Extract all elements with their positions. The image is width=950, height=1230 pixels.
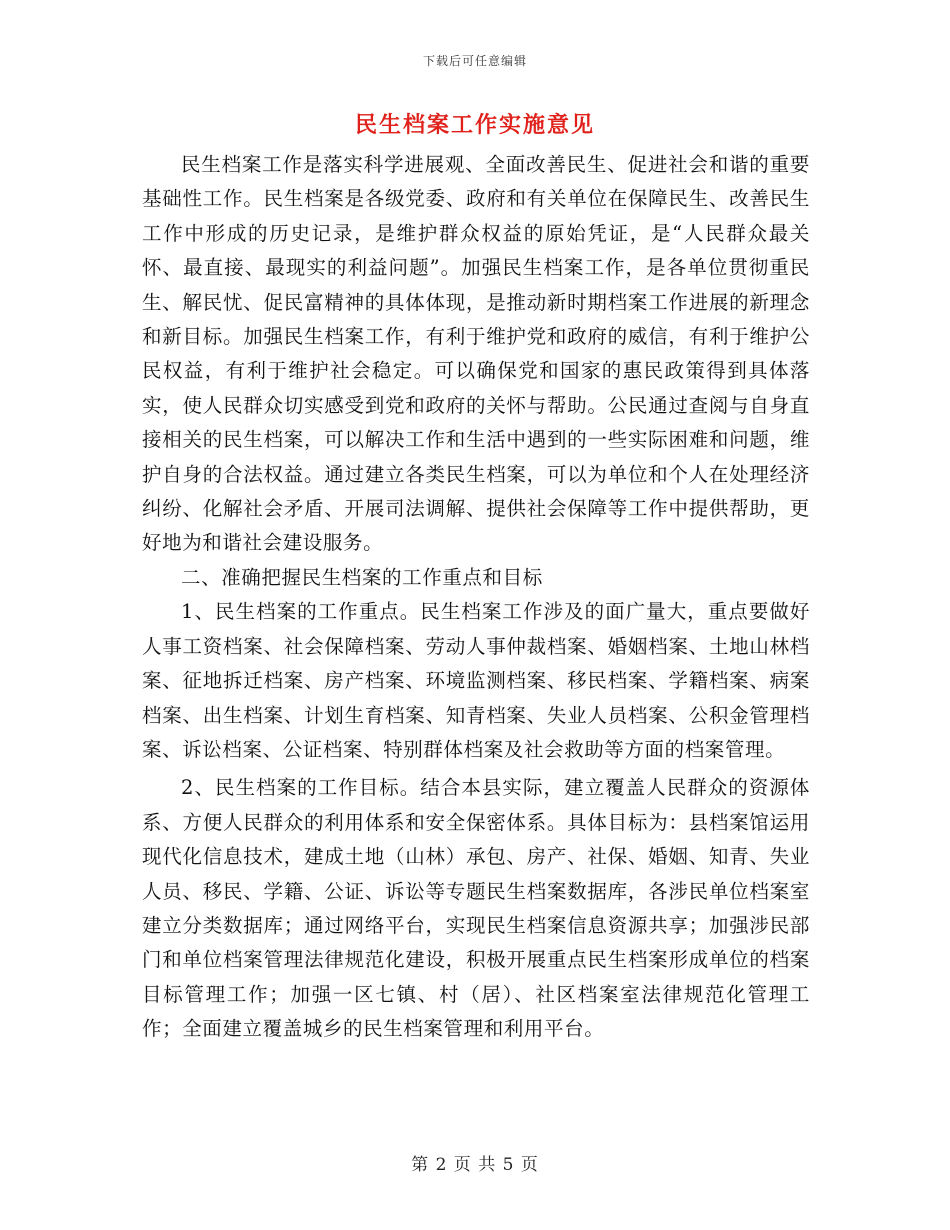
document-title: 民生档案工作实施意见 bbox=[354, 112, 595, 138]
page-number-footer: 第 2 页 共 5 页 bbox=[411, 1155, 539, 1175]
header-note: 下载后可任意编辑 bbox=[422, 54, 527, 68]
paragraph-work-goals: 2、民生档案的工作目标。结合本县实际，建立覆盖人民群众的资源体系、方便人民群众的利用体系和安全保密体系。具体目标为：县档案馆运用现代化信息技术，建成土地（山林）承包、房产、社保、婚姻、知青、失业人员、移民、学籍、公证、诉讼等专题民生档案数据库，各涉民单位档案室建立分类数据库；通过网络平台，实现民生档案信息资源共享；加强涉民部门和单位档案管理法律规范化建设，积极开展重点民生档案形成单位的档案目标管理工作；加强一区七镇、村（居）、社区档案室法律规范化管理工作；全面建立覆盖城乡的民生档案管理和利用平台。 bbox=[142, 776, 810, 1041]
section-heading: 二、准确把握民生档案的工作重点和目标 bbox=[181, 565, 543, 589]
paragraph-work-focus: 1、民生档案的工作重点。民生档案工作涉及的面广量大，重点要做好人事工资档案、社会保障档案、劳动人事仲裁档案、婚姻档案、土地山林档案、征地拆迁档案、房产档案、环境监测档案、移民档案、学籍档案、病案档案、出生档案、计划生育档案、知青档案、失业人员档案、公积金管理档案、诉讼档案、公证档案、特别群体档案及社会救助等方面的档案管理。 bbox=[142, 600, 810, 761]
document-body bbox=[142, 148, 810, 1047]
paragraph-intro: 民生档案工作是落实科学进展观、全面改善民生、促进社会和谐的重要基础性工作。民生档案是各级党委、政府和有关单位在保障民生、改善民生工作中形成的历史记录，是维护群众权益的原始凭证，是“人民群众最关怀、最直接、最现实的利益问题”。加强民生档案工作，是各单位贯彻重民生、解民忧、促民富精神的具体体现，是推动新时期档案工作进展的新理念和新目标。加强民生档案工作，有利于维护党和政府的威信，有利于维护公民权益，有利于维护社会稳定。可以确保党和国家的惠民政策得到具体落实，使人民群众切实感受到党和政府的关怀与帮助。公民通过查阅与自身直接相关的民生档案，可以解决工作和生活中遇到的一些实际困难和问题，维护自身的合法权益。通过建立各类民生档案，可以为单位和个人在处理经济纠纷、化解社会矛盾、开展司法调解、提供社会保障等工作中提供帮助，更好地为和谐社会建设服务。 bbox=[142, 153, 810, 555]
